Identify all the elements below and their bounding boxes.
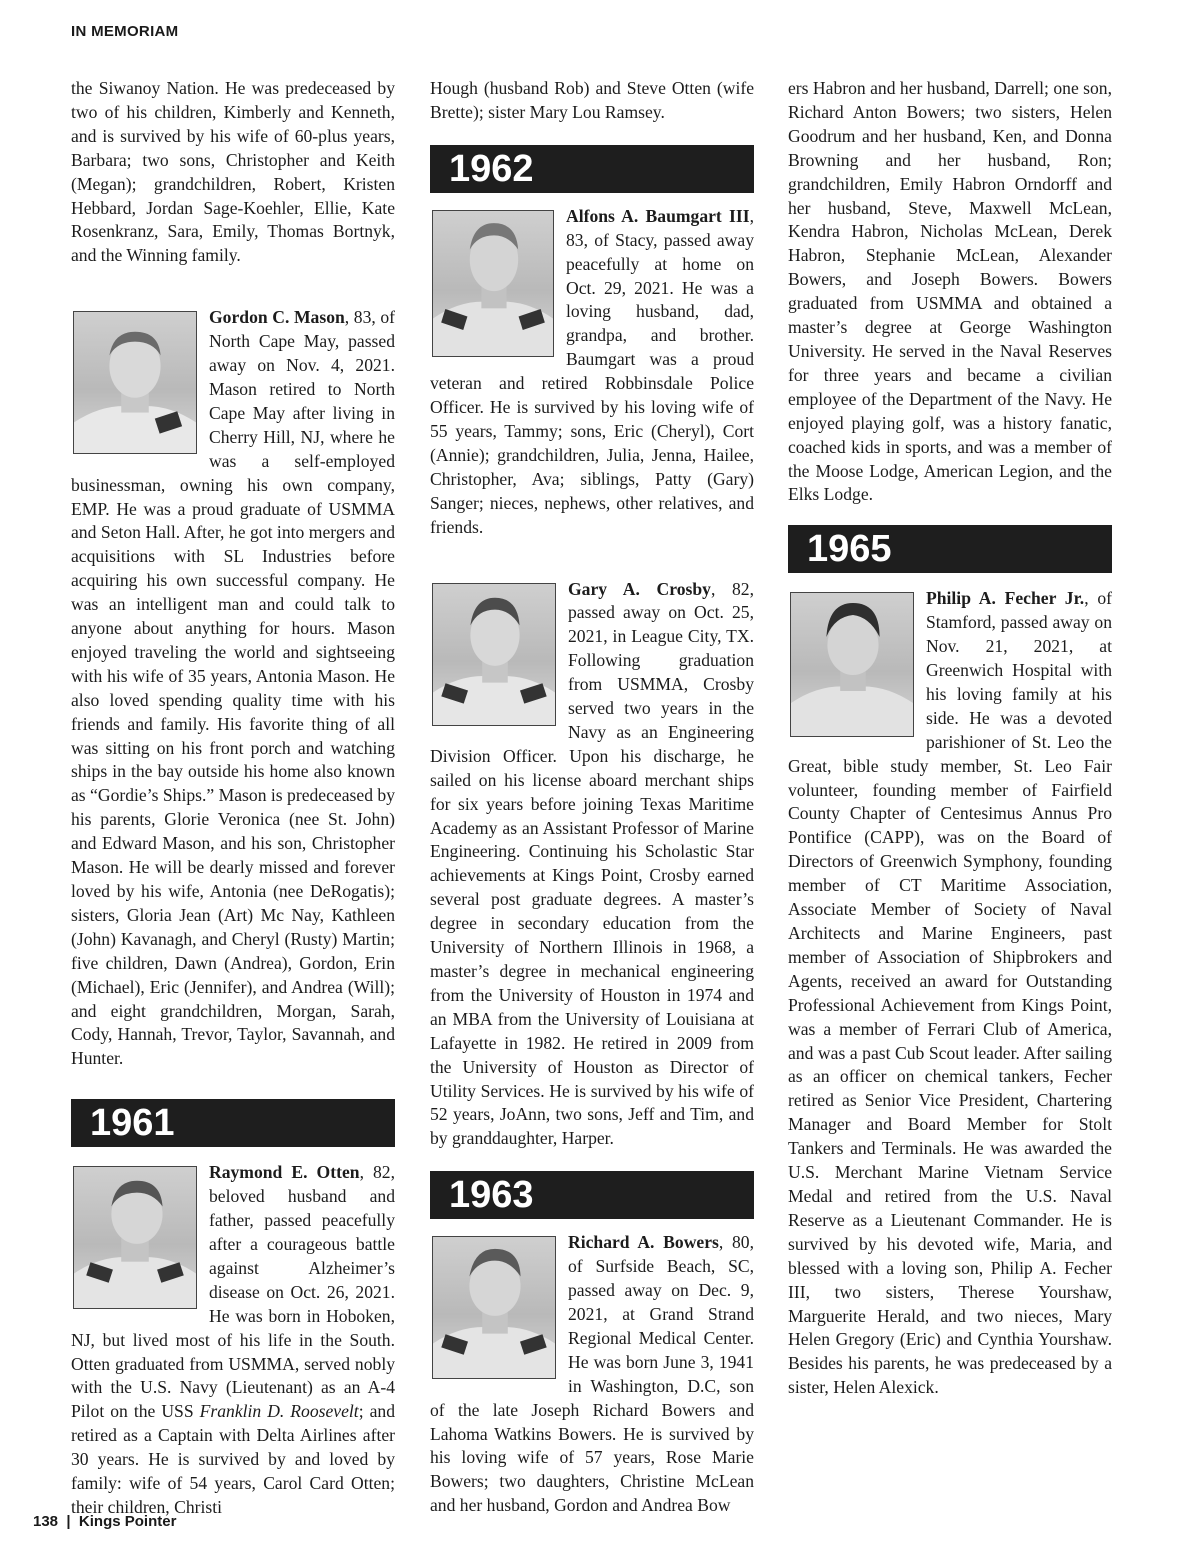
obituary-mason	[71, 306, 395, 1071]
page-footer	[33, 1513, 176, 1530]
obituary-name: Gary A. Crosby	[568, 578, 711, 599]
page-number: 138	[33, 1513, 59, 1530]
obituary-name: Raymond E. Otten	[209, 1162, 360, 1183]
obituary-name: Philip A. Fecher Jr.	[926, 588, 1085, 609]
class-year-banner: 1963	[430, 1171, 754, 1219]
bowers-continued-text: ers Habron and her husband, Darrell; one son, Richard Anton Bowers; two sisters, Helen Goodrum and her husband, Ken, and Donna Browning and her husband, Ron; grandchildren, Emily Habron Orndorff and her husband, Steve, Maxwell McLean, Kendra Habron, Nicholas McLean, Derek Habron, Stephanie McLean, Alexander Bowers, and Joseph Bowers. Bowers graduated from USMMA and obtained a master’s degree at George Washington University. He served in the Naval Reserves for three years and became a civilian employee of the Department of the Navy. He enjoyed playing golf, was a history fanatic, coached kids in sports, and was a member of the Moose Lodge, American Legion, and the Elks Lodge.	[788, 78, 1112, 505]
column-left	[71, 77, 395, 1520]
portrait-photo	[790, 592, 914, 737]
publication-name: Kings Pointer	[78, 1513, 177, 1530]
class-year-banner: 1965	[788, 525, 1112, 573]
column-middle	[430, 77, 754, 1518]
obituary-otten	[71, 1161, 395, 1520]
obituary-crosby	[430, 578, 754, 1152]
obituary-text: , 80, of Surfside Beach, SC, passed away on Dec. 9, 2021, at Grand Strand Regional Medical Center. He was born June 3, 1941 in Washington, D.C, son of the late Joseph Richard Bowers and Lahoma Watkins Bowers. He is survived by his loving wife of 57 years, Rose Marie Bowers; two daughters, Christine McLean and her husband, Gordon and Andrea Bow	[430, 1232, 754, 1516]
obituary-name: Richard A. Bowers	[568, 1232, 719, 1253]
footer-separator: |	[66, 1513, 71, 1530]
obituary-text: , 82, passed away on Oct. 25, 2021, in League City, TX. Following graduation from USMMA, Crosby served two years in the Navy as an Engineering Division Officer. Upon his discharge, he sailed on his license aboard merchant ships for six years before joining Texas Maritime Academy as an Assistant Professor of Marine Engineering. Continuing his Scholastic Star achievements at Kings Point, Crosby earned several post graduate degrees. A master’s degree in secondary education from the University of Northern Illinois in 1968, a master’s degree in mechanical engineering from the University of Houston in 1974 and an MBA from the University of Louisiana at Lafayette in 1982. He retired in 2009 from the University of Houston as Director of Utility Services. He is survived by his wife of 52 years, JoAnn, two sons, Jeff and Tim, and by granddaughter, Harper.	[430, 578, 754, 1149]
portrait-photo	[432, 210, 554, 357]
obituary-text: , of Stamford, passed away on Nov. 21, 2021, at Greenwich Hospital with his loving family at his side. He was a devoted parishioner of St. Leo the Great, bible study member, St. Leo Fair volunteer, founding member of Fairfield County Chapter of Centesimus Annus Pro Pontifice (CAPP), was on the Board of Directors of Greenwich Symphony, founding member of CT Maritime Association, Associate Member of Society of Naval Architects and Marine Engineers, past member of Association of Shipbrokers and Agents, received an award for Outstanding Professional Achievement from Kings Point, was a member of Ferrari Club of America, and was a past Cub Scout leader. After sailing as an officer on chemical tankers, Fecher retired as Senior Vice President, Chartering Manager and Board Member for Stolt Tankers and Terminals. He was awarded the U.S. Merchant Marine Vietnam Service Medal and retired from the U.S. Naval Reserve as a Lieutenant Commander. He is survived by his devoted wife, Maria, and blessed with a loving son, Philip A. Fecher III, two sisters, Therese Yourshaw, Marguerite Herald, and two nieces, Mary Helen Gregory (Eric) and Cynthia Yourshaw. Besides his parents, he was predeceased by a sister, Helen Alexick.	[788, 588, 1113, 1398]
obituary-text: , 83, of Stacy, passed away peacefully at home on Oct. 29, 2021. He was a loving husband, dad, grandpa, and brother. Baumgart was a proud veteran and retired Robbinsdale Police Officer. He is survived by his loving wife of 55 years, Tammy; sons, Eric (Cheryl), Cort (Annie); grandchildren, Julia, Jenna, Hailee, Christopher, Ava; siblings, Patty (Gary) Sanger; nieces, nephews, other relatives, and friends.	[430, 205, 754, 537]
column-right	[788, 77, 1112, 1400]
ship-name: Franklin D. Roosevelt	[199, 1401, 359, 1422]
obituary-text-continued: ; and retired as a Captain with Delta Airlines after 30 years. He is survived by and loved by family: wife of 54 years, Carol Card Otten; their children, Christi	[71, 1401, 395, 1517]
continued-obituary-text: the Siwanoy Nation. He was predeceased by two of his children, Kimberly and Kenneth, and is survived by his wife of 60-plus years, Barbara; two sons, Christopher and Keith (Megan); grandchildren, Robert, Kristen Hebbard, Jordan Sage-Koehler, Ellie, Kate Rosenkranz, Sara, Emily, Thomas Bortnyk, and the Winning family.	[71, 78, 395, 266]
obituary-bowers	[430, 1231, 754, 1518]
obituary-fecher	[788, 587, 1112, 1400]
obituary-name: Alfons A. Baumgart III	[566, 205, 750, 226]
obituary-text: , 82, beloved husband and father, passed peacefully after a courageous battle against Alzheimer’s disease on Oct. 26, 2021. He was born in Hoboken, NJ, but lived most of his life in the South. Otten graduated from USMMA, served nobly with the U.S. Navy (Lieutenant) as an A-4 Pilot on the USS	[71, 1162, 396, 1422]
portrait-photo	[73, 311, 197, 454]
portrait-photo	[432, 1236, 556, 1379]
class-year-banner: 1962	[430, 145, 754, 193]
portrait-photo	[73, 1166, 197, 1309]
obituary-baumgart	[430, 205, 754, 540]
obituary-name: Gordon C. Mason	[209, 307, 345, 328]
obituary-text: , 83, of North Cape May, passed away on Nov. 4, 2021. Mason retired to North Cape May after living in Cherry Hill, NJ, where he was a self-employed businessman, owning his own company, EMP. He was a proud graduate of USMMA and Seton Hall. After, he got into mergers and acquisitions with SL Industries before acquiring his own successful company. He was an intelligent man and could talk to anyone about anything for hours. Mason enjoyed traveling the world and sightseeing with his wife of 35 years, Antonia Mason. He also loved spending quality time with his friends and family. His favorite thing of all was sitting on his front porch and watching ships in the bay outside his home also known as “Gordie’s Ships.” Mason is predeceased by his parents, Glorie Veronica (nee St. John) and Edward Mason, and his son, Christopher Mason. He will be dearly missed and forever loved by his wife, Antonia (nee DeRogatis); sisters, Gloria Jean (Art) Mc Nay, Kathleen (John) Kavanagh, and Cheryl (Rusty) Martin; five children, Dawn (Andrea), Gordon, Erin (Michael), Eric (Jennifer), and Andrea (Will); and eight grandchildren, Morgan, Sarah, Cody, Hannah, Trevor, Taylor, Savannah, and Hunter.	[71, 307, 396, 1069]
section-header: IN MEMORIAM	[71, 23, 179, 40]
portrait-photo	[432, 583, 556, 726]
otten-continued-text: Hough (husband Rob) and Steve Otten (wife Brette); sister Mary Lou Ramsey.	[430, 78, 754, 122]
class-year-banner: 1961	[71, 1099, 395, 1147]
